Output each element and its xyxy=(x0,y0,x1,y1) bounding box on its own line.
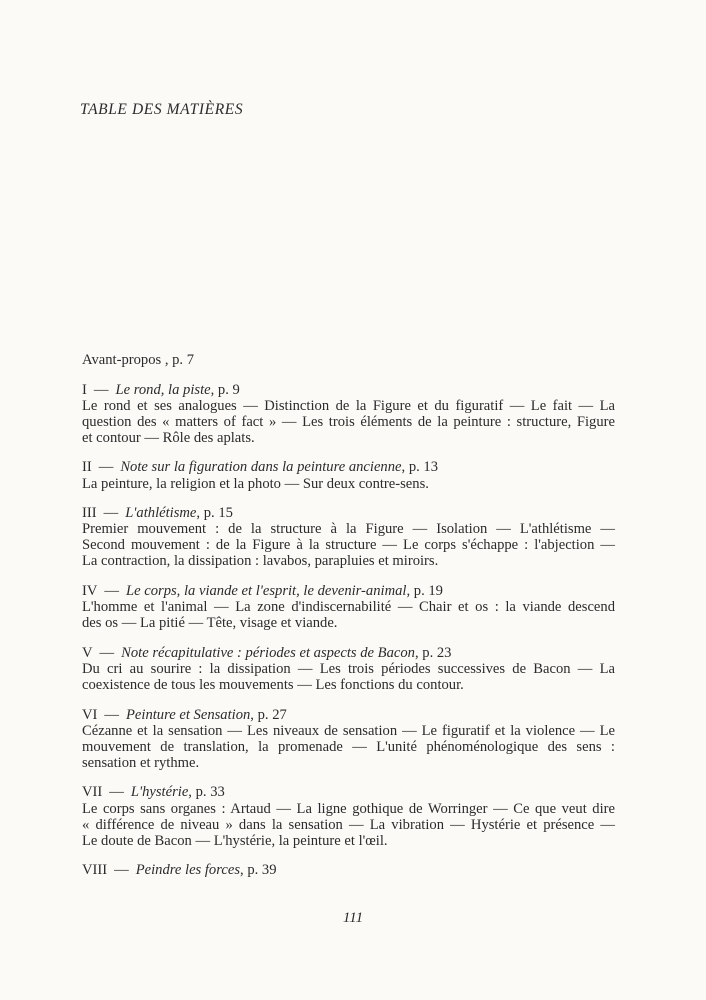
table-of-contents xyxy=(82,352,615,892)
toc-entry-5 xyxy=(82,645,615,693)
chapter-number: V xyxy=(82,644,93,661)
summary-line: sensation et rythme. xyxy=(82,754,200,771)
toc-entry-2 xyxy=(82,459,615,491)
chapter-page: , p. 13 xyxy=(401,459,438,476)
toc-entry-7 xyxy=(82,784,615,848)
summary-line: des os — La pitié — Tête, visage et viande. xyxy=(82,615,338,632)
summary-line: question des « matters of fact » — Les trois éléments de la peinture : structure, Figure xyxy=(82,413,615,430)
summary-line: Du cri au sourire : la dissipation — Les trois périodes successives de Bacon — La xyxy=(82,660,615,677)
summary-line: coexistence de tous les mouvements — Les fonctions du contour. xyxy=(82,677,464,693)
chapter-title: Le rond, la piste xyxy=(115,381,211,398)
summary-line: Le corps sans organes : Artaud — La ligne gothique de Worringer — Ce que veut dire xyxy=(82,800,615,817)
toc-entry-3 xyxy=(82,505,615,569)
entry-heading: VIII — Peindre les forces, p. 39 xyxy=(82,862,277,879)
chapter-title: Note sur la figuration dans la peinture ancienne xyxy=(120,459,402,476)
chapter-title: Peinture et Sensation xyxy=(126,706,251,723)
chapter-title: L'hystérie xyxy=(130,784,189,801)
chapter-page: , p. 27 xyxy=(250,706,287,723)
toc-entry-8 xyxy=(82,862,615,878)
chapter-title: Le corps, la viande et l'esprit, le devenir-animal xyxy=(126,583,407,600)
chapter-number: II xyxy=(82,459,92,476)
summary-line: L'homme et l'animal — La zone d'indiscernabilité — Chair et os : la viande descend xyxy=(82,599,615,616)
page-number: 111 xyxy=(342,910,364,926)
summary-line: Premier mouvement : de la structure à la Figure — Isolation — L'athlétisme — xyxy=(82,521,615,538)
chapter-page: , p. 19 xyxy=(406,583,443,600)
toc-entry-4 xyxy=(82,583,615,631)
summary-line: La contraction, la dissipation : lavabos, parapluies et miroirs. xyxy=(82,553,439,570)
chapter-title: Note récapitulative : périodes et aspects de Bacon xyxy=(121,644,415,661)
entry-heading: IV — Le corps, la viande et l'esprit, le devenir-animal, p. 19 xyxy=(82,583,443,600)
chapter-number: III xyxy=(82,505,97,522)
toc-entry-avant-propos xyxy=(82,352,615,368)
summary-line: La peinture, la religion et la photo — Sur deux contre-sens. xyxy=(82,475,429,492)
summary-line: mouvement de translation, la promenade — L'unité phénoménologique des sens : xyxy=(82,738,615,755)
entry-heading: Avant-propos , p. 7 xyxy=(82,352,195,368)
chapter-number: VII xyxy=(82,784,103,801)
summary-line: et contour — Rôle des aplats. xyxy=(82,429,255,446)
chapter-title: L'athlétisme xyxy=(125,505,197,522)
chapter-page: , p. 9 xyxy=(210,381,240,398)
summary-line: Second mouvement : de la Figure à la structure — Le corps s'échappe : l'abjection — xyxy=(82,537,615,554)
summary-line: Le rond et ses analogues — Distinction de la Figure et du figuratif — Le fait — La xyxy=(82,397,615,414)
entry-heading: V — Note récapitulative : périodes et aspects de Bacon, p. 23 xyxy=(82,644,452,661)
chapter-page: , p. 15 xyxy=(196,505,233,522)
page-heading: TABLE DES MATIÈRES xyxy=(80,101,244,118)
entry-heading: III — L'athlétisme, p. 15 xyxy=(82,505,233,522)
chapter-number: VI xyxy=(82,706,98,723)
chapter-page: , p. 39 xyxy=(240,862,277,879)
entry-heading: I — Le rond, la piste, p. 9 xyxy=(82,381,240,398)
summary-line: Cézanne et la sensation — Les niveaux de sensation — Le figuratif et la violence — Le xyxy=(82,722,615,739)
chapter-number: IV xyxy=(82,583,98,600)
chapter-number: I xyxy=(82,381,87,398)
toc-entry-6 xyxy=(82,707,615,771)
entry-heading: VII — L'hystérie, p. 33 xyxy=(82,784,225,801)
chapter-title: Peindre les forces xyxy=(135,862,241,879)
chapter-page: , p. 23 xyxy=(414,644,452,661)
chapter-number: VIII xyxy=(82,862,108,879)
summary-line: Le doute de Bacon — L'hystérie, la peinture et l'œil. xyxy=(82,832,388,849)
chapter-page: , p. 33 xyxy=(188,784,225,801)
summary-line: « différence de niveau » dans la sensation — La vibration — Hystérie et présence — xyxy=(82,816,615,833)
toc-entry-1 xyxy=(82,382,615,446)
entry-heading: II — Note sur la figuration dans la peinture ancienne, p. 13 xyxy=(82,459,438,476)
entry-heading: VI — Peinture et Sensation, p. 27 xyxy=(82,706,287,723)
